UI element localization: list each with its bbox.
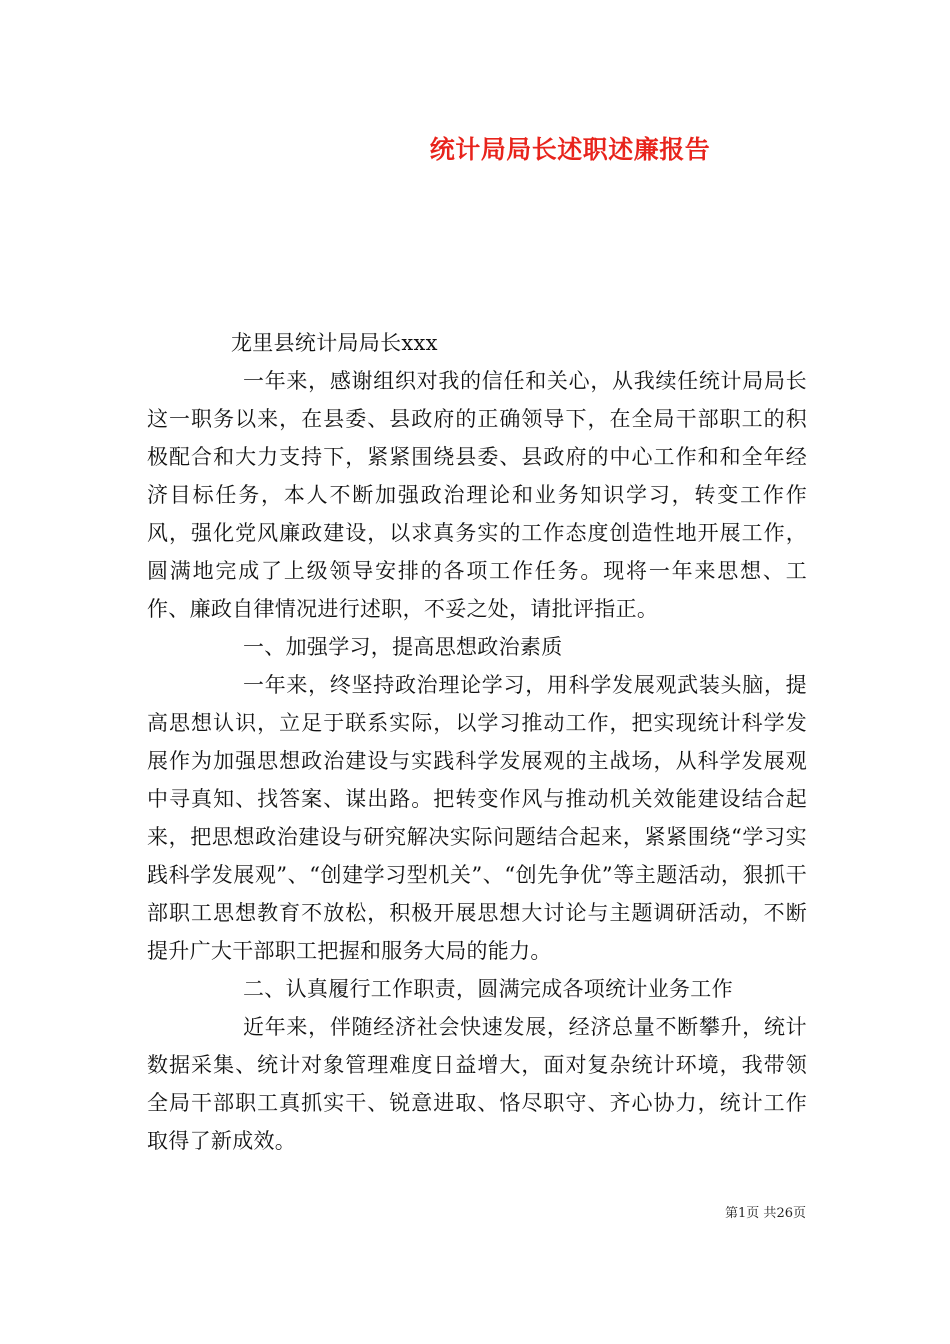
footer-prefix: 第 xyxy=(725,1206,739,1221)
section-heading-1: 一、加强学习，提高思想政治素质 xyxy=(243,635,563,659)
paragraph-section-1: 一年来，终坚持政治理论学习，用科学发展观武装头脑，提高思想认识，立足于联系实际，以学习推动工作，把实现统计科学发展作为加强思想政治建设与实践科学发展观的主战场，从科学发展观中寻真知、找答案、谋出路。把转变作风与推动机关效能建设结合起来，把思想政治建设与研究解决实际问题结合起来，紧紧围绕“学习实践科学发展观”、“创建学习型机关”、“创先争优”等主题活动，狠抓干部职工思想教育不放松，积极开展思想大讨论与主题调研活动，不断提升广大干部职工把握和服务大局的能力。 xyxy=(147,673,807,963)
footer-current-page: 1 xyxy=(738,1206,747,1221)
paragraph-section-2: 近年来，伴随经济社会快速发展，经济总量不断攀升，统计数据采集、统计对象管理难度日益增大，面对复杂统计环境，我带领全局干部职工真抓实干、锐意进取、恪尽职守、齐心协力，统计工作取得了新成效。 xyxy=(147,1015,807,1153)
footer-suffix: 页 xyxy=(792,1206,806,1221)
page-number-footer xyxy=(0,1202,806,1221)
document-body xyxy=(147,324,807,1160)
footer-middle: 页 共 xyxy=(746,1206,777,1221)
author-line: 龙里县统计局局长xxx xyxy=(231,331,438,355)
paragraph-intro: 一年来，感谢组织对我的信任和关心，从我续任统计局局长这一职务以来，在县委、县政府的正确领导下，在全局干部职工的积极配合和大力支持下，紧紧围绕县委、县政府的中心工作和和全年经济目标任务，本人不断加强政治理论和业务知识学习，转变工作作风，强化党风廉政建设，以求真务实的工作态度创造性地开展工作，圆满地完成了上级领导安排的各项工作任务。现将一年来思想、工作、廉政自律情况进行述职，不妥之处，请批评指正。 xyxy=(147,369,807,621)
section-heading-2: 二、认真履行工作职责，圆满完成各项统计业务工作 xyxy=(243,977,733,1001)
footer-total-pages: 26 xyxy=(776,1206,793,1221)
document-title: 统计局局长述职述廉报告 xyxy=(429,135,711,164)
